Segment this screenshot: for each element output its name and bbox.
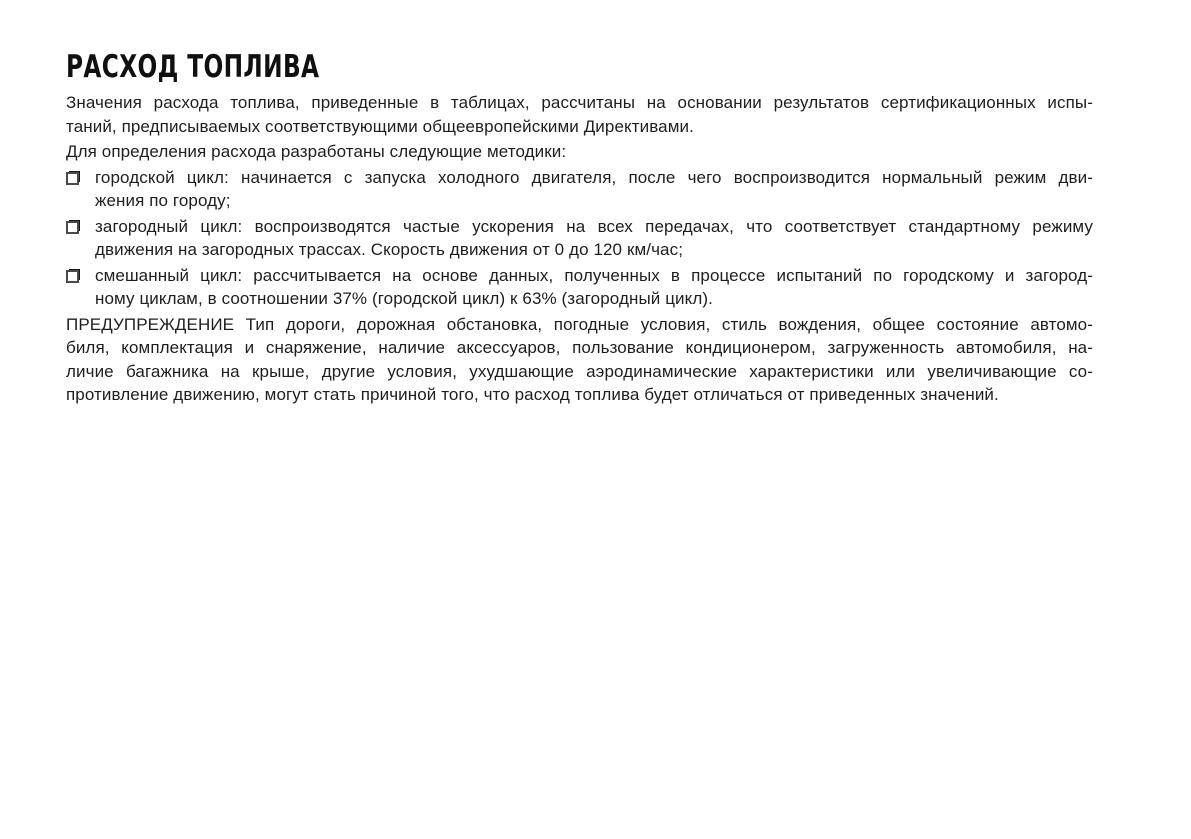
intro-paragraph [66,91,1093,138]
methods-list [66,166,1093,311]
warning-paragraph [66,313,1093,407]
city-cycle-line-2: жения по городу; [95,191,231,210]
highway-cycle-line-1: загородный цикл: воспроизводятся частые ускорения на всех передачах, что соответствует стандартному режиму [95,216,1093,236]
intro-line-1: Значения расхода топлива, приведенные в таблицах, рассчитаны на основании результатов сертификационных испы- [66,93,1093,112]
page-title: РАСХОД ТОПЛИВА [66,49,320,85]
warning-line-1: ПРЕДУПРЕЖДЕНИЕ Тип дороги, дорожная обстановка, погодные условия, стиль вождения, общее состояние автомо- [66,314,1093,334]
intro-line-2: таний, предписываемых соответствующими общеевропейскими Директивами. [66,116,694,136]
highway-cycle-line-2: движения на загородных трассах. Скорость движения от 0 до 120 км/час; [95,240,684,259]
list-item-city-cycle [66,166,1093,213]
warning-line-2: биля, комплектация и снаряжение, наличие аксессуаров, пользование кондиционером, загруженность автомобиля, на- [66,338,1093,357]
city-cycle-line-1: городской цикл: начинается с запуска холодного двигателя, после чего воспроизводится нормальный режим дви- [95,167,1093,187]
warning-line-4: противление движению, могут стать причиной того, что расход топлива будет отличаться от приведенных значений. [66,385,999,404]
methods-intro-line: Для определения расхода разработаны следующие методики: [66,142,567,161]
shadowed-square-bullet-icon [66,220,80,234]
list-item-combined-cycle [66,264,1093,311]
page-body [66,91,1093,407]
warning-line-3: личие багажника на крыше, другие условия, ухудшающие аэродинамические характеристики или увеличивающие со- [66,361,1093,381]
combined-cycle-line-2: ному циклам, в соотношении 37% (городской цикл) к 63% (загородный цикл). [95,289,713,308]
combined-cycle-line-1: смешанный цикл: рассчитывается на основе данных, полученных в процессе испытаний по городскому и загород- [95,265,1093,285]
shadowed-square-bullet-icon [66,269,80,283]
shadowed-square-bullet-icon [66,171,80,185]
methods-intro-paragraph [66,140,1093,164]
list-item-highway-cycle [66,215,1093,262]
